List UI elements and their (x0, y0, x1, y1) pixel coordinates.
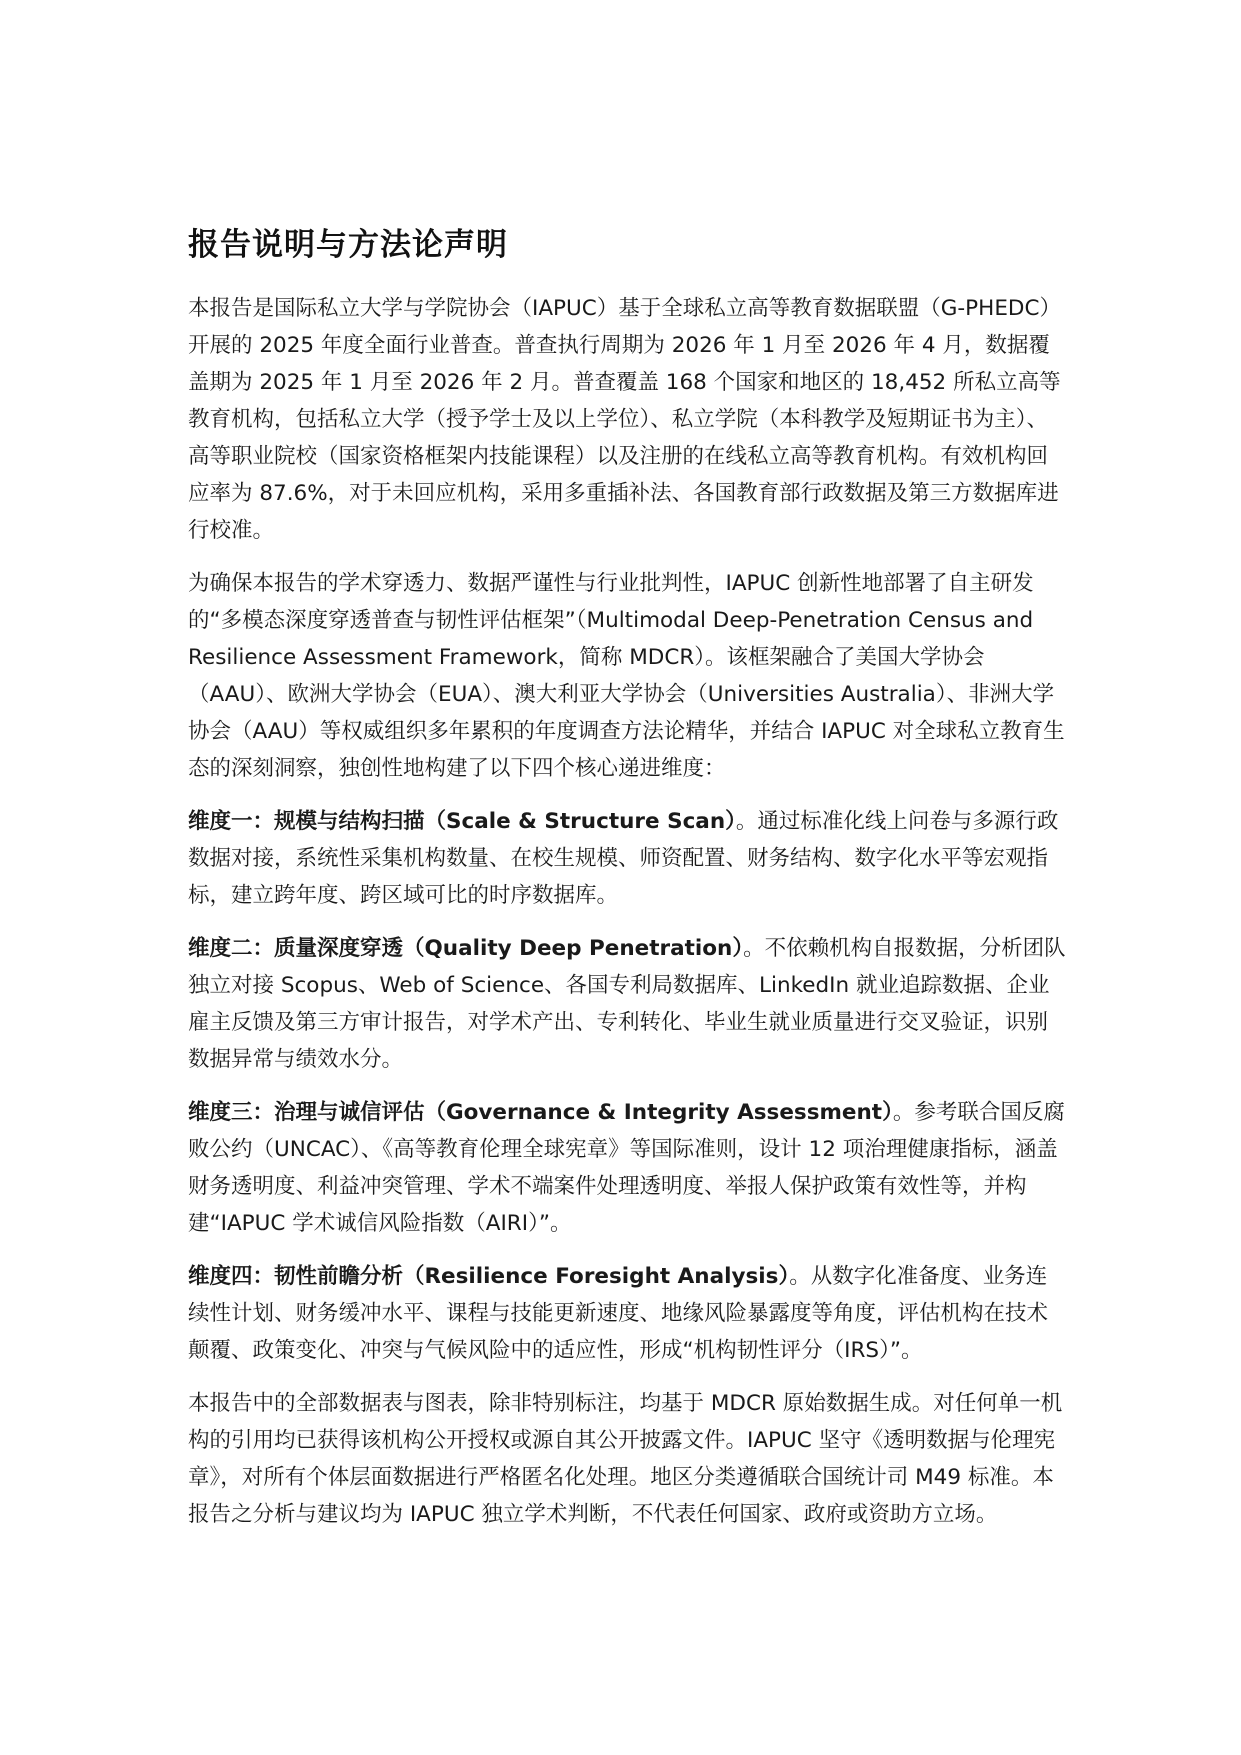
paragraph-dimension-1 (188, 803, 1068, 914)
dimension-2-heading: 维度二：质量深度穿透（Quality Deep Penetration） (188, 936, 744, 961)
dimension-1-heading: 维度一：规模与结构扫描（Scale & Structure Scan） (188, 809, 736, 834)
paragraph-dimension-4 (188, 1258, 1068, 1369)
paragraph-dimension-2 (188, 930, 1068, 1078)
paragraph-framework-intro: 为确保本报告的学术穿透力、数据严谨性与行业批判性，IAPUC 创新性地部署了自主研发的“多模态深度穿透普查与韧性评估框架”（Multimodal Deep-Penetration Census and Resilience Assessment Framework，简称 MDCR）。该框架融合了美国大学协会（AAU）、欧洲大学协会（EUA）、澳大利亚大学协会（Universities Australia）、非洲大学协会（AAU）等权威组织多年累积的年度调查方法论精华，并结合 IAPUC 对全球私立教育生态的深刻洞察，独创性地构建了以下四个核心递进维度： (188, 571, 1065, 781)
page-title: 报告说明与方法论声明 (188, 227, 508, 263)
dimension-4-heading: 维度四：韧性前瞻分析（Resilience Foresight Analysis） (188, 1264, 790, 1289)
dimension-1-body: 。通过标准化线上问卷与多源行政数据对接，系统性采集机构数量、在校生规模、师资配置、财务结构、数字化水平等宏观指标，建立跨年度、跨区域可比的时序数据库。 (188, 809, 1059, 908)
document-body (188, 222, 1068, 1549)
dimension-2-body: 。不依赖机构自报数据，分析团队独立对接 Scopus、Web of Science、各国专利局数据库、LinkedIn 就业追踪数据、企业雇主反馈及第三方审计报告，对学术产出、专利转化、毕业生就业质量进行交叉验证，识别数据异常与绩效水分。 (188, 936, 1066, 1072)
dimension-4-body: 。从数字化准备度、业务连续性计划、财务缓冲水平、课程与技能更新速度、地缘风险暴露度等角度，评估机构在技术颠覆、政策变化、冲突与气候风险中的适应性，形成“机构韧性评分（IRS）”。 (188, 1264, 1049, 1363)
dimension-3-body: 。参考联合国反腐败公约（UNCAC）、《高等教育伦理全球宪章》等国际准则，设计 12 项治理健康指标，涵盖财务透明度、利益冲突管理、学术不端案件处理透明度、举报人保护政策有效性等，并构建“IAPUC 学术诚信风险指数（AIRI）”。 (188, 1100, 1065, 1236)
paragraph-dimension-3 (188, 1094, 1068, 1242)
paragraph-data-statement: 本报告中的全部数据表与图表，除非特别标注，均基于 MDCR 原始数据生成。对任何单一机构的引用均已获得该机构公开授权或源自其公开披露文件。IAPUC 坚守《透明数据与伦理宪章》，对所有个体层面数据进行严格匿名化处理。地区分类遵循联合国统计司 M49 标准。本报告之分析与建议均为 IAPUC 独立学术判断，不代表任何国家、政府或资助方立场。 (188, 1391, 1063, 1527)
dimension-3-heading: 维度三：治理与诚信评估（Governance & Integrity Assessment） (188, 1100, 893, 1125)
paragraph-survey-overview: 本报告是国际私立大学与学院协会（IAPUC）基于全球私立高等教育数据联盟（G-PHEDC）开展的 2025 年度全面行业普查。普查执行周期为 2026 年 1 月至 2026 年 4 月，数据覆盖期为 2025 年 1 月至 2026 年 2 月。普查覆盖 168 个国家和地区的 18,452 所私立高等教育机构，包括私立大学（授予学士及以上学位）、私立学院（本科教学及短期证书为主）、高等职业院校（国家资格框架内技能课程）以及注册的在线私立高等教育机构。有效机构回应率为 87.6%，对于未回应机构，采用多重插补法、各国教育部行政数据及第三方数据库进行校准。 (188, 296, 1061, 543)
